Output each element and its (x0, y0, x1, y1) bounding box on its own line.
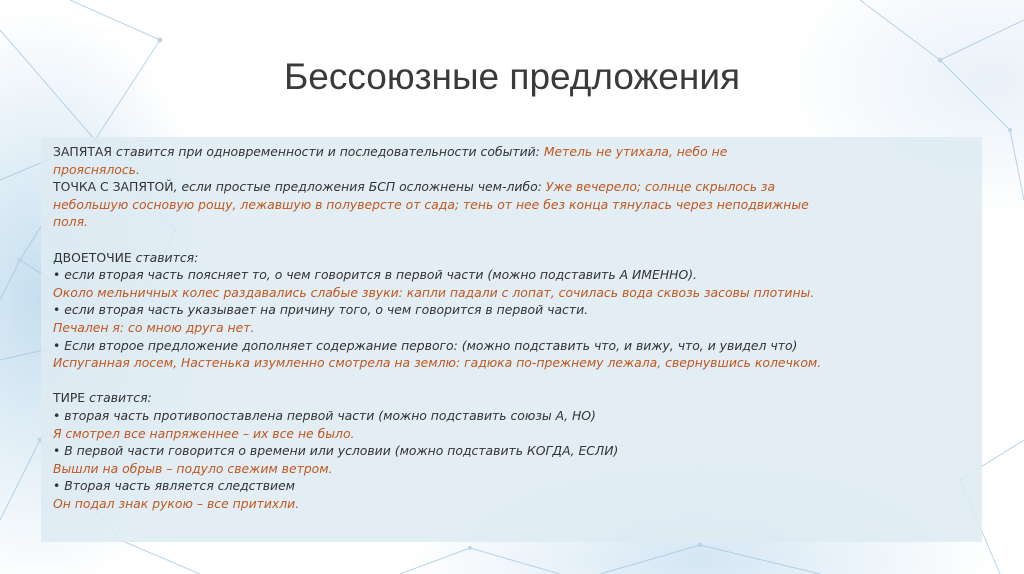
rule-line (53, 477, 968, 495)
example-text: небольшую сосновую рощу, лежавшую в полуверсте от сада; тень от нее без конца тянулась через неподвижные (53, 196, 809, 212)
rules-content-box (41, 137, 982, 542)
example-sentence (53, 425, 968, 443)
blank-line (53, 231, 968, 249)
rule-text: • Вторая часть является следствием (53, 478, 296, 494)
example-text: поля. (53, 214, 88, 230)
example-sentence (53, 460, 968, 478)
rule-text: • если вторая часть поясняет то, о чем говорится в первой части (можно подставить А ИМЕННО). (53, 267, 697, 283)
rules-text (53, 143, 968, 512)
rule-line (53, 301, 968, 319)
rule-line (53, 389, 968, 407)
rule-text: ставится при одновременности и последовательности событий: (112, 144, 544, 159)
example-text: Печален я: со мною друга нет. (53, 319, 255, 335)
rule-line (53, 178, 968, 196)
example-sentence (53, 284, 968, 302)
punctuation-mark-heading: ТОЧКА С ЗАПЯТОЙ (53, 179, 174, 195)
example-text: Вышли на обрыв – подуло свежим ветром. (53, 460, 333, 476)
rule-text: , если простые предложения БСП осложнены чем-либо: (173, 179, 546, 195)
punctuation-mark-heading: ТИРЕ (53, 390, 86, 406)
rule-text: ставится: (131, 249, 199, 265)
rule-line (53, 407, 968, 425)
blank-line (53, 372, 968, 390)
rule-text: • В первой части говорится о времени или условии (можно подставить КОГДА, ЕСЛИ) (53, 443, 619, 459)
rule-text: • вторая часть противопоставлена первой части (можно подставить союзы А, НО) (53, 407, 596, 423)
example-text: Я смотрел все напряженнее – их все не было. (53, 425, 355, 441)
rule-line (53, 442, 968, 460)
example-text: Он подал знак рукою – все притихли. (53, 495, 300, 511)
example-sentence (53, 495, 968, 513)
rule-text: • если вторая часть указывает на причину того, о чем говорится в первой части. (53, 302, 589, 318)
punctuation-mark-heading: ДВОЕТОЧИЕ (53, 249, 132, 265)
punctuation-mark-heading: ЗАПЯТАЯ (53, 144, 113, 159)
example-text: Уже вечерело; солнце скрылось за (545, 179, 776, 195)
rule-line (53, 337, 968, 355)
rule-line (53, 249, 968, 267)
example-sentence (53, 319, 968, 337)
example-text: Метель не утихала, небо не (543, 144, 728, 159)
rule-line (53, 143, 968, 161)
rule-line (53, 266, 968, 284)
example-text: Около мельничных колес раздавались слабые звуки: капли падали с лопат, сочилась вода сквозь засовы плотины. (53, 284, 815, 300)
example-sentence (53, 213, 968, 231)
example-text: Испуганная лосем, Настенька изумленно смотрела на землю: гадюка по-прежнему лежала, свернувшись колечком. (53, 355, 822, 371)
example-sentence (53, 161, 968, 179)
slide-title: Бессоюзные предложения (283, 56, 741, 97)
rule-text: ставится: (85, 390, 152, 406)
rule-text: • Если второе предложение дополняет содержание первого: (можно подставить что, и вижу, что, и увидел что) (53, 337, 798, 353)
example-sentence (53, 354, 968, 372)
example-sentence (53, 196, 968, 214)
example-text: прояснялось. (53, 161, 140, 177)
